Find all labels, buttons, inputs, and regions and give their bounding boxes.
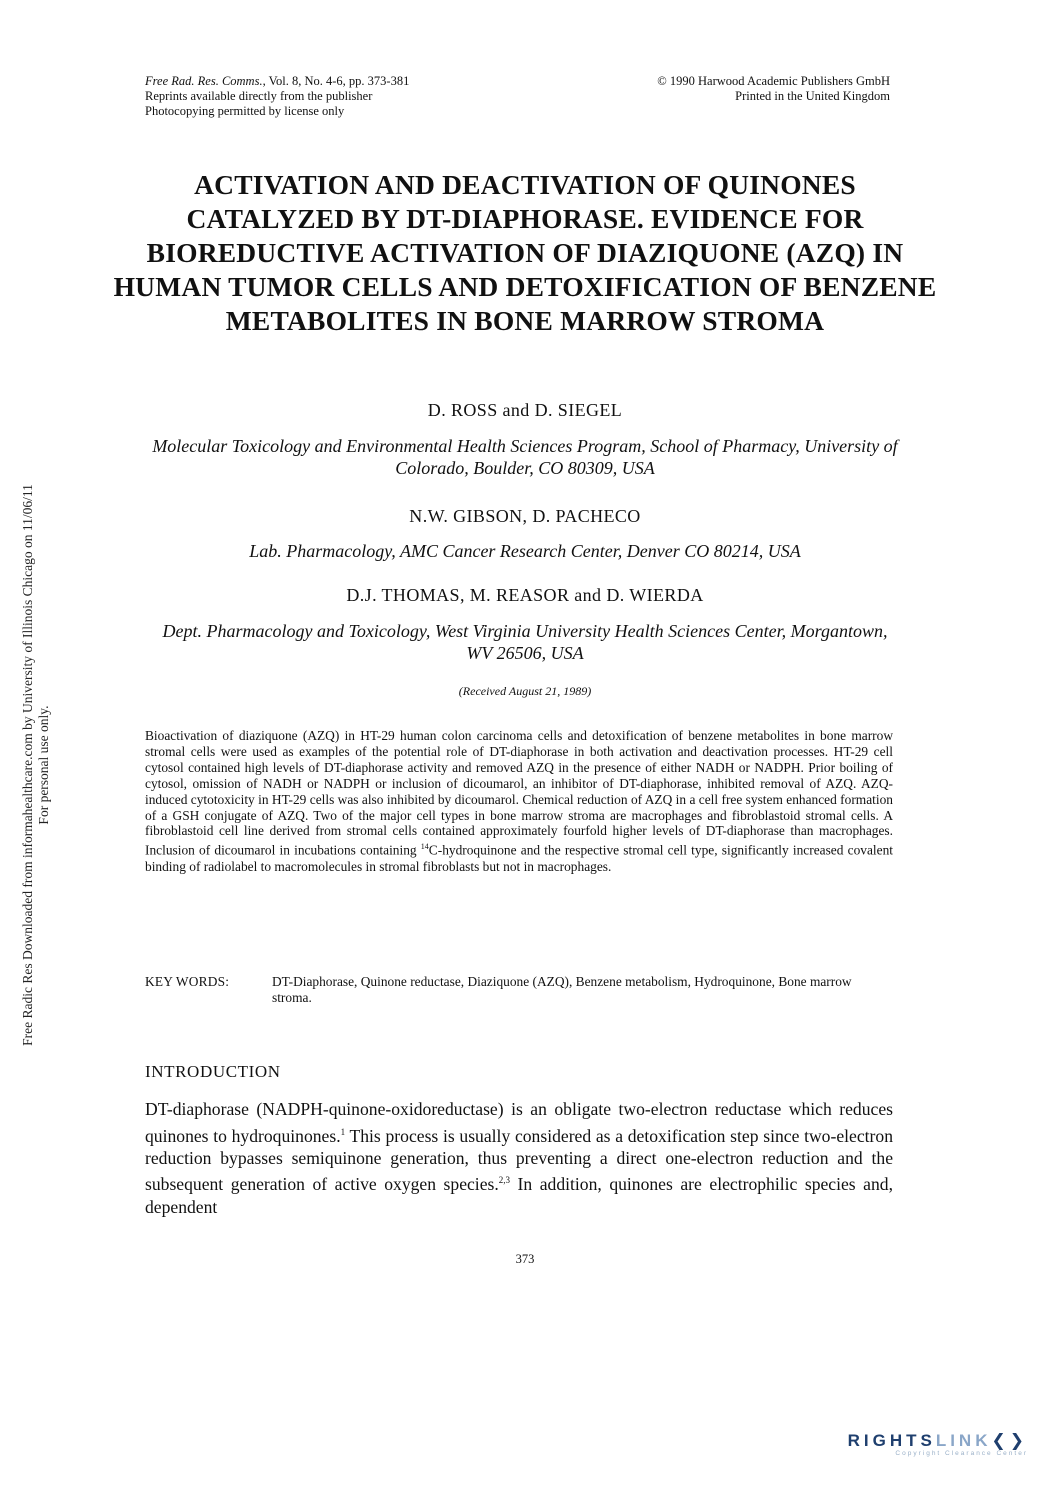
page-number: 373 <box>515 1252 535 1266</box>
isotope-superscript: 14 <box>420 842 429 852</box>
affiliation-3: Dept. Pharmacology and Toxicology, West Virginia University Health Sciences Center, Morgantown, WV 26506, USA <box>162 621 888 663</box>
printed-line: Printed in the United Kingdom <box>735 89 890 103</box>
publisher-header <box>657 74 890 104</box>
arrow-icon: ❮❯ <box>991 1431 1028 1450</box>
author-group-1: D. ROSS and D. SIEGEL <box>427 400 623 420</box>
reference-2: 2,3 <box>498 1175 510 1186</box>
intro-text-3: In addition, quinones are electrophilic species and, dependent <box>145 1174 893 1217</box>
keywords-label: KEY WORDS: <box>145 974 230 989</box>
affiliation-1: Molecular Toxicology and Environmental Health Sciences Program, School of Pharmacy, University of Colorado, Boulder, CO 80309, USA <box>152 436 898 478</box>
keywords-text: DT-Diaphorase, Quinone reductase, Diaziquone (AZQ), Benzene metabolism, Hydroquinone, Bone marrow stroma. <box>272 974 852 1005</box>
side-note-line-2: For personal use only. <box>36 705 51 825</box>
intro-paragraph <box>145 1098 893 1218</box>
rightslink-light: LINK <box>935 1431 992 1450</box>
rightslink-logo[interactable] <box>768 1431 1028 1457</box>
keywords <box>145 974 893 1006</box>
download-side-note <box>20 405 52 1125</box>
abstract-text-2: C-hydroquinone and the respective stromal cell type, significantly increased covalent binding of radiolabel to macromolecules in stromal fibroblasts but not in macrophages. <box>145 842 893 874</box>
rightslink-bold: RIGHTS <box>847 1431 936 1450</box>
abstract-text-1: Bioactivation of diaziquone (AZQ) in HT-29 human colon carcinoma cells and detoxification of benzene metabolites in bone marrow stromal cells were used as examples of the potential role of DT-diaphorase in both activation and deactivation processes. HT-29 cell cytosol contained high levels of DT-diaphorase activity and removed AZQ in the presence of either NADH or NADPH. Prior boiling of cytosol, omission of NADH or NADPH or inclusion of dicoumarol, an inhibitor of DT-diaphorase, inhibited removal of AZQ. AZQ-induced cytotoxicity in HT-29 cells was also inhibited by dicoumarol. Chemical reduction of AZQ in a cell free system enhanced formation of a GSH conjugate of AZQ. Two of the major cell types in bone marrow stroma are macrophages and fibroblastoid stromal cells. A fibroblastoid cell line derived from stromal cells contained approximately fourfold higher levels of DT-diaphorase than macrophages. Inclusion of dicoumarol in incubations containing <box>145 728 893 858</box>
copyright-line: © 1990 Harwood Academic Publishers GmbH <box>657 74 890 88</box>
section-heading: INTRODUCTION <box>145 1062 281 1081</box>
journal-header <box>145 74 409 119</box>
reprints-note: Reprints available directly from the publisher <box>145 89 373 103</box>
paper-title: ACTIVATION AND DEACTIVATION OF QUINONES CATALYZED BY DT-DIAPHORASE. EVIDENCE FOR BIOREDUCTIVE ACTIVATION OF DIAZIQUONE (AZQ) IN HUMAN TUMOR CELLS AND DETOXIFICATION OF BENZENE METABOLITES IN BONE MARROW STROMA <box>113 169 937 336</box>
abstract <box>145 728 893 875</box>
photocopy-note: Photocopying permitted by license only <box>145 104 345 118</box>
received-date: (Received August 21, 1989) <box>458 684 592 698</box>
reference-1: 1 <box>340 1126 346 1137</box>
author-group-3: D.J. THOMAS, M. REASOR and D. WIERDA <box>346 585 704 605</box>
intro-text-2: This process is usually considered as a detoxification step since two-electron reduction bypasses semiquinone generation, thus preventing a direct one-electron reduction and the subsequent generation of active oxygen species. <box>145 1125 893 1195</box>
journal-citation: , Vol. 8, No. 4-6, pp. 373-381 <box>262 74 410 88</box>
journal-name: Free Rad. Res. Comms. <box>145 74 263 88</box>
intro-text-1: DT-diaphorase (NADPH-quinone-oxidoreductase) is an obligate two-electron reductase which reduces quinones to hydroquinones. <box>145 1099 893 1146</box>
affiliation-2: Lab. Pharmacology, AMC Cancer Research Center, Denver CO 80214, USA <box>249 541 801 561</box>
side-note-line-1: Free Radic Res Downloaded from informahealthcare.com by University of Illinois Chicago on 11/06/11 <box>20 484 35 1046</box>
rightslink-subtitle: Copyright Clearance Center <box>895 1450 1028 1457</box>
author-group-2: N.W. GIBSON, D. PACHECO <box>409 506 641 526</box>
